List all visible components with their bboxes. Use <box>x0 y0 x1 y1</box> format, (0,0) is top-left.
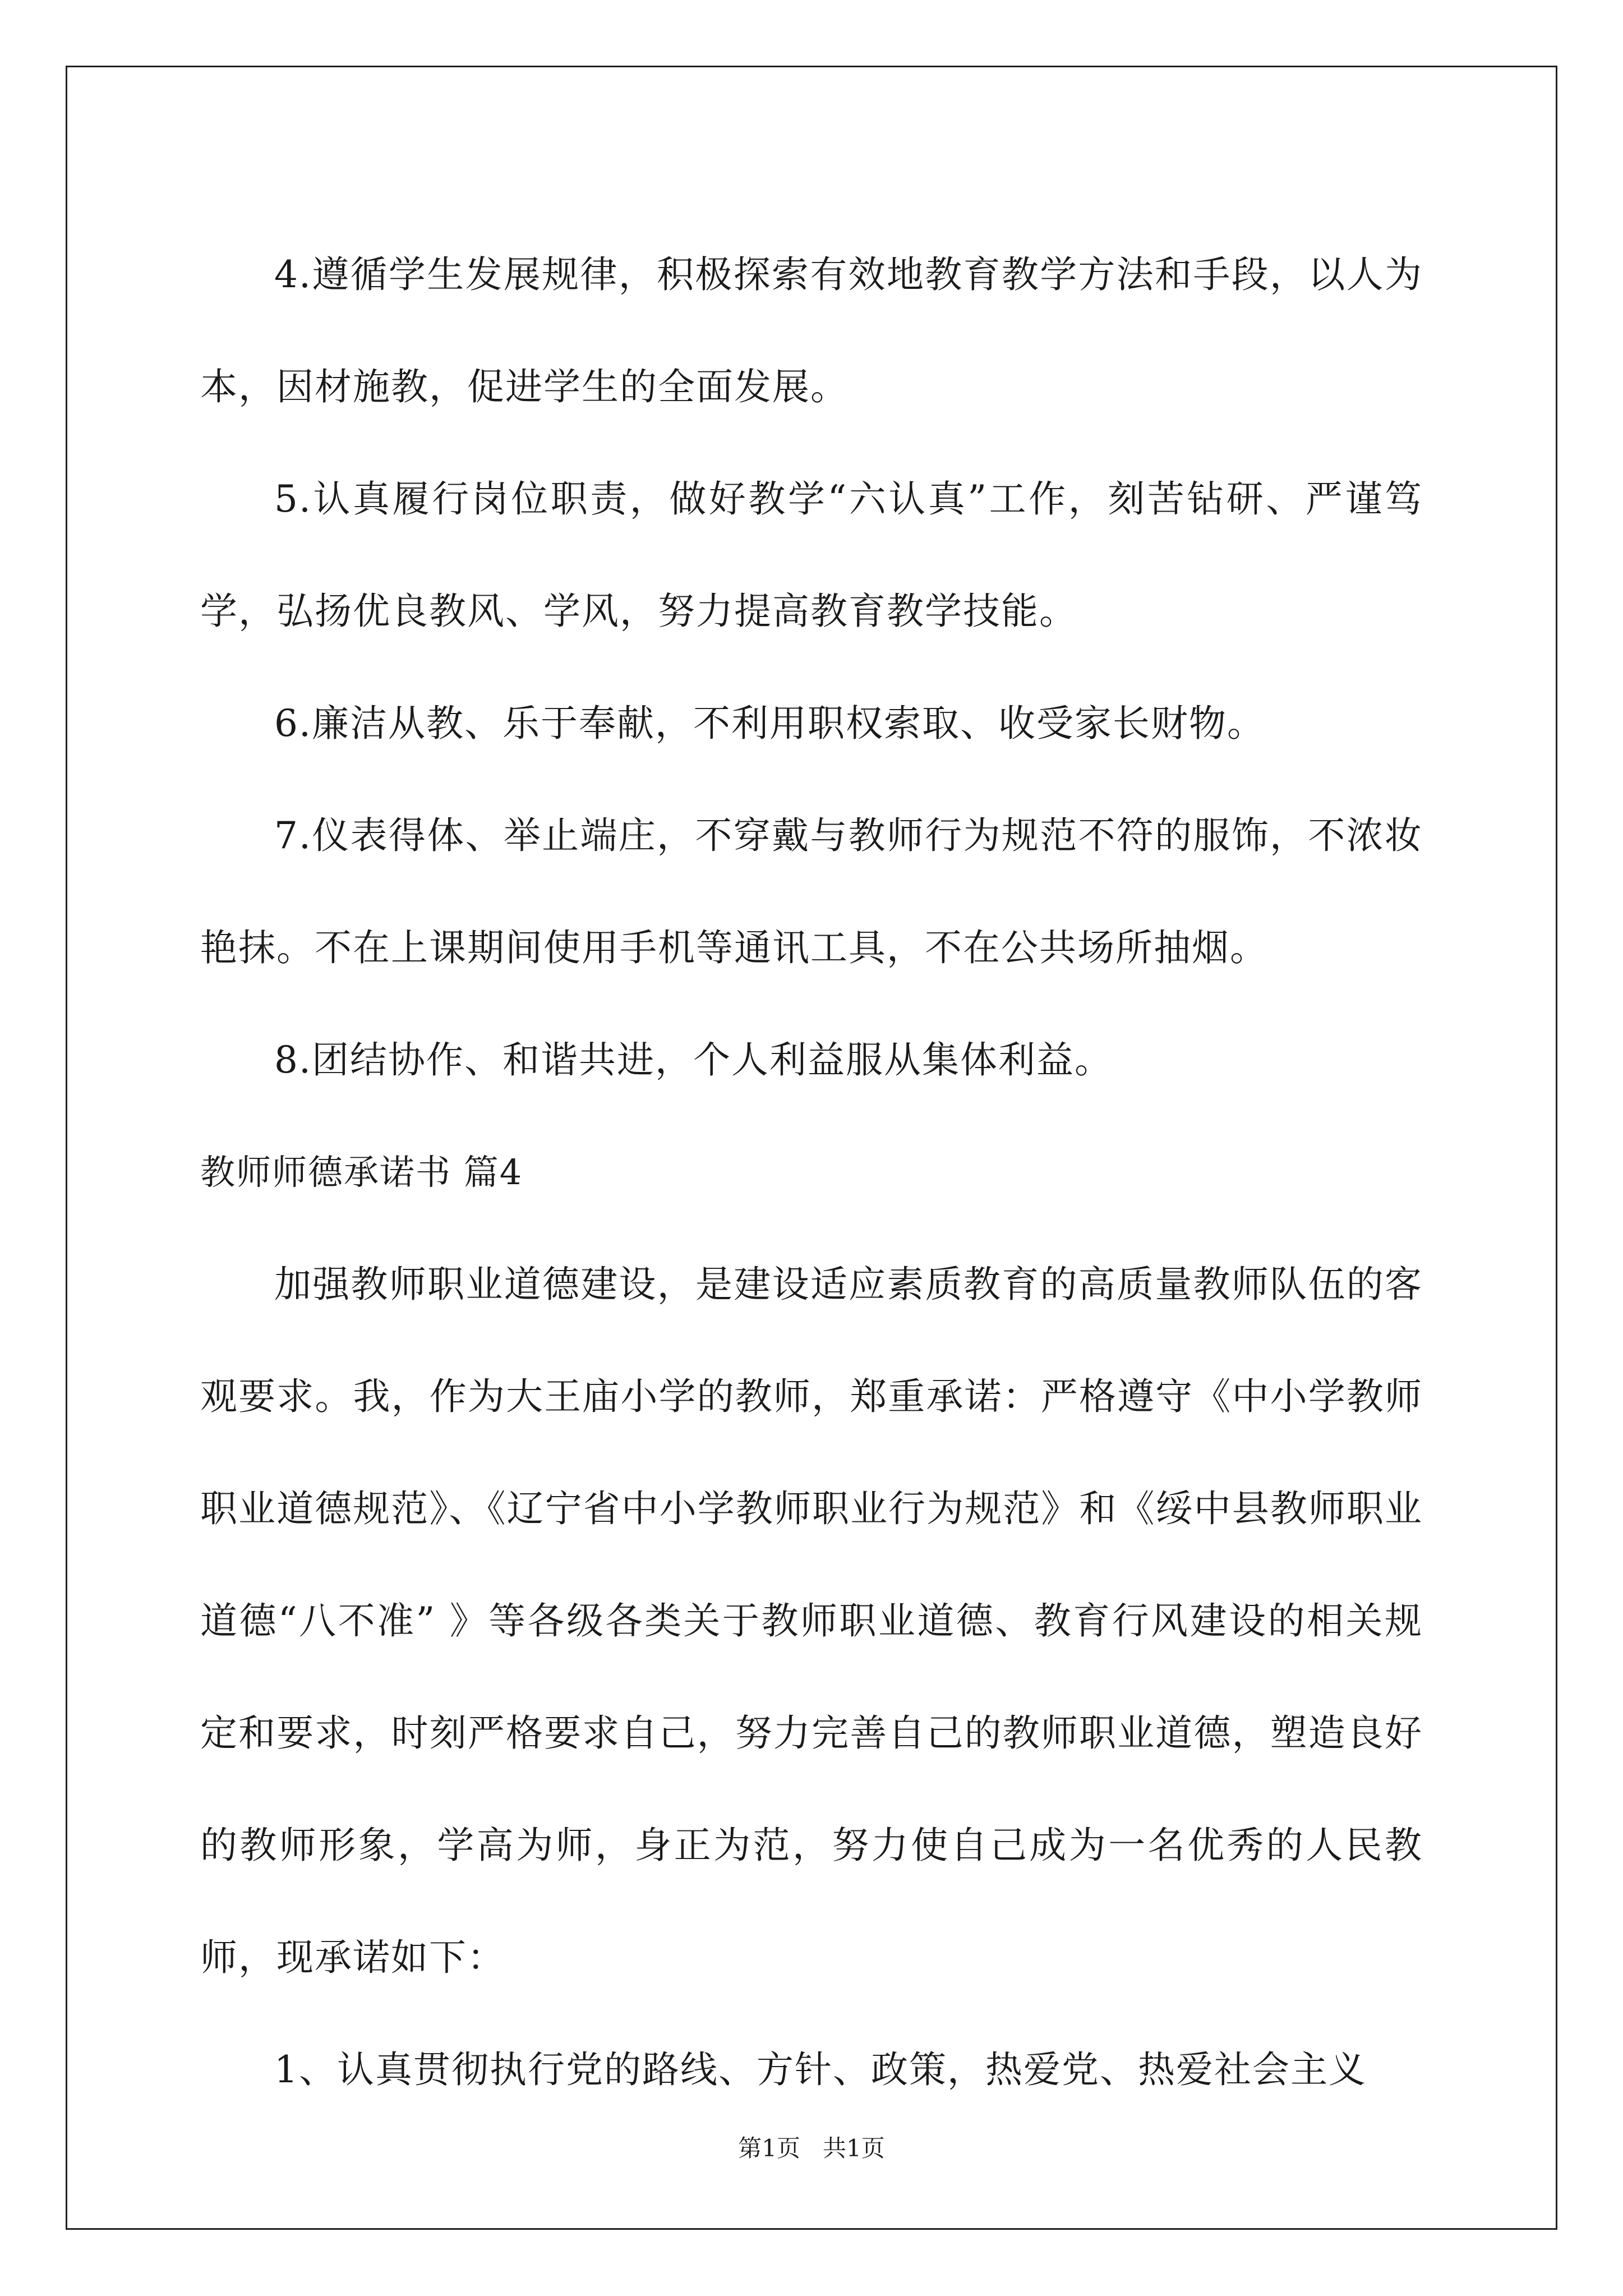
page-footer <box>0 2132 1623 2165</box>
page-number: 第1页 <box>738 2134 800 2162</box>
paragraph-pledge-1: 1、认真贯彻执行党的路线、方针、政策，热爱党、热爱社会主义 <box>274 2048 1367 2091</box>
paragraph-intro: 加强教师职业道德建设，是建设适应素质教育的高质量教师队伍的客观要求。我，作为大王庙小学的教师，郑重承诺：严格遵守《中小学教师职业道德规范》、《辽宁省中小学教师职业行为规范》和《绥中县教师职业道德“八不准” 》等各级各类关于教师职业道德、教育行风建设的相关规定和要求，时刻严格要求自己，努力完善自己的教师职业道德，塑造良好的教师形象，学高为师，身正为范，努力使自己成为一名优秀的人民教师，现承诺如下： <box>200 1263 1423 1979</box>
paragraph-item-7: 7.仪表得体、举止端庄，不穿戴与教师行为规范不符的服饰，不浓妆艳抹。不在上课期间使用手机等通讯工具，不在公共场所抽烟。 <box>200 814 1423 969</box>
paragraph-item-8: 8.团结协作、和谐共进，个人利益服从集体利益。 <box>274 1038 1113 1082</box>
document-body <box>200 219 1423 2126</box>
page-total: 共1页 <box>823 2134 885 2162</box>
paragraph-item-5: 5.认真履行岗位职责，做好教学“六认真”工作，刻苦钻研、严谨笃学，弘扬优良教风、学风，努力提高教育教学技能。 <box>200 477 1423 633</box>
paragraph-item-4: 4.遵循学生发展规律，积极探索有效地教育教学方法和手段，以人为本，因材施教，促进学生的全面发展。 <box>200 253 1423 408</box>
paragraph-item-6: 6.廉洁从教、乐于奉献，不利用职权索取、收受家长财物。 <box>274 702 1265 745</box>
section-heading: 教师师德承诺书 篇4 <box>200 1152 523 1193</box>
